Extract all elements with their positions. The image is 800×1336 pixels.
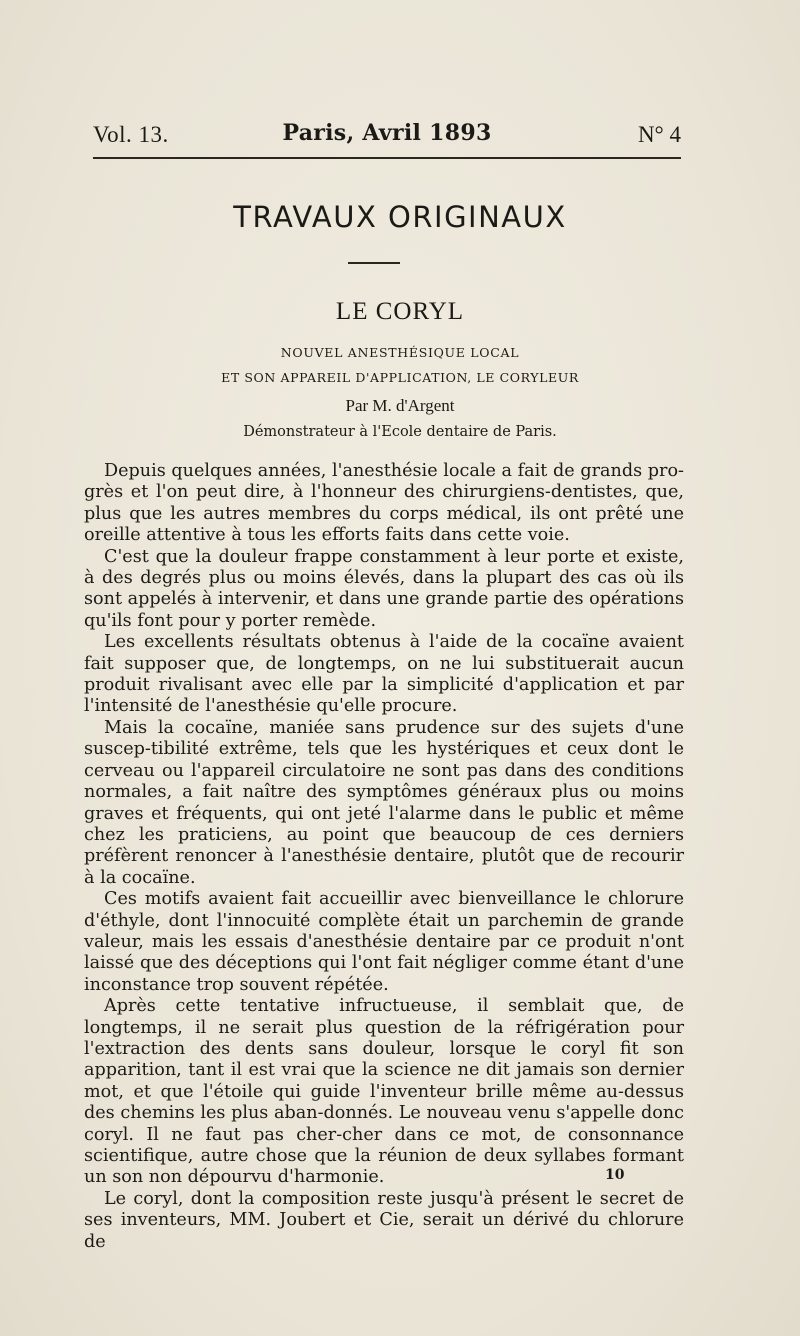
header-rule [93, 157, 681, 159]
paragraph: Le coryl, dont la composition reste jusqu'à présent le secret de ses inventeurs, MM. Joubert et Cie, serait un dérivé du chlorure de [84, 1188, 684, 1252]
issue-date: Paris, Avril 1893 [282, 120, 492, 146]
paragraph: Les excellents résultats obtenus à l'aide de la cocaïne avaient fait supposer que, de longtemps, on ne lui substituerait aucun produit rivalisant avec elle par la simplicité d'application et par l'intensité de l'anesthésie qu'elle procure. [84, 632, 684, 717]
paragraph: Après cette tentative infructueuse, il semblait que, de longtemps, il ne serait plus question de la réfrigération pour l'extraction des dents sans douleur, lorsque le coryl fit son apparition, tant il est vrai que la science ne dit jamais son dernier mot, et que l'étoile qui guide l'inventeur brille même au-dessus des chemins les plus aban-donnés. Le nouveau venu s'appelle donc coryl. Il ne faut pas cher-cher dans ce mot, de consonnance scientifique, autre chose que la réunion de deux syllabes formant un son non dépourvu d'harmonie. [84, 996, 684, 1188]
article-title: LE CORYL [335, 298, 465, 325]
article-body [84, 461, 684, 1253]
author-affiliation: Démonstrateur à l'Ecole dentaire de Paris. [243, 424, 557, 440]
paragraph: Depuis quelques années, l'anesthésie locale a fait de grands pro-grès et l'on peut dire, à l'honneur des chirurgiens-dentistes, que, plus que les autres membres du corps médical, ils ont prêté une oreille attentive à tous les efforts faits dans cette voie. [84, 461, 684, 546]
page-number: 10 [605, 1167, 625, 1183]
author-byline: Par M. d'Argent [345, 396, 455, 415]
paragraph: C'est que la douleur frappe constamment à leur porte et existe, à des degrés plus ou moins élevés, dans la plupart des cas où ils sont appelés à intervenir, et dans une grande partie des opérations qu'ils font pour y porter remède. [84, 546, 684, 631]
paragraph: Ces motifs avaient fait accueillir avec bienveillance le chlorure d'éthyle, dont l'innocuité complète était un parchemin de grande valeur, mais les essais d'anesthésie dentaire par ce produit n'ont laissé que des déceptions qui l'ont fait négliger comme étant d'une inconstance trop souvent répétée. [84, 889, 684, 995]
issue-number: N° 4 [637, 122, 681, 147]
volume-label: Vol. 13. [93, 122, 169, 147]
paragraph: Mais la cocaïne, maniée sans prudence sur des sujets d'une suscep-tibilité extrême, tels que les hystériques et ceux dont le cerveau ou l'appareil circulatoire ne sont pas dans des conditions normales, a fait naître des symptômes généraux plus ou moins graves et fréquents, qui ont jeté l'alarme dans le public et même chez les praticiens, au point que beaucoup de ces derniers préfèrent renoncer à l'anesthésie dentaire, plutôt que de recourir à la cocaïne. [84, 717, 684, 888]
article-subtitle-line-1: NOUVEL ANESTHÉSIQUE LOCAL [280, 345, 520, 360]
title-divider [348, 262, 400, 264]
article-subtitle-line-2: ET SON APPAREIL D'APPLICATION, LE CORYLEUR [221, 370, 579, 385]
section-title: TRAVAUX ORIGINAUX [233, 200, 567, 234]
running-header [93, 120, 681, 156]
